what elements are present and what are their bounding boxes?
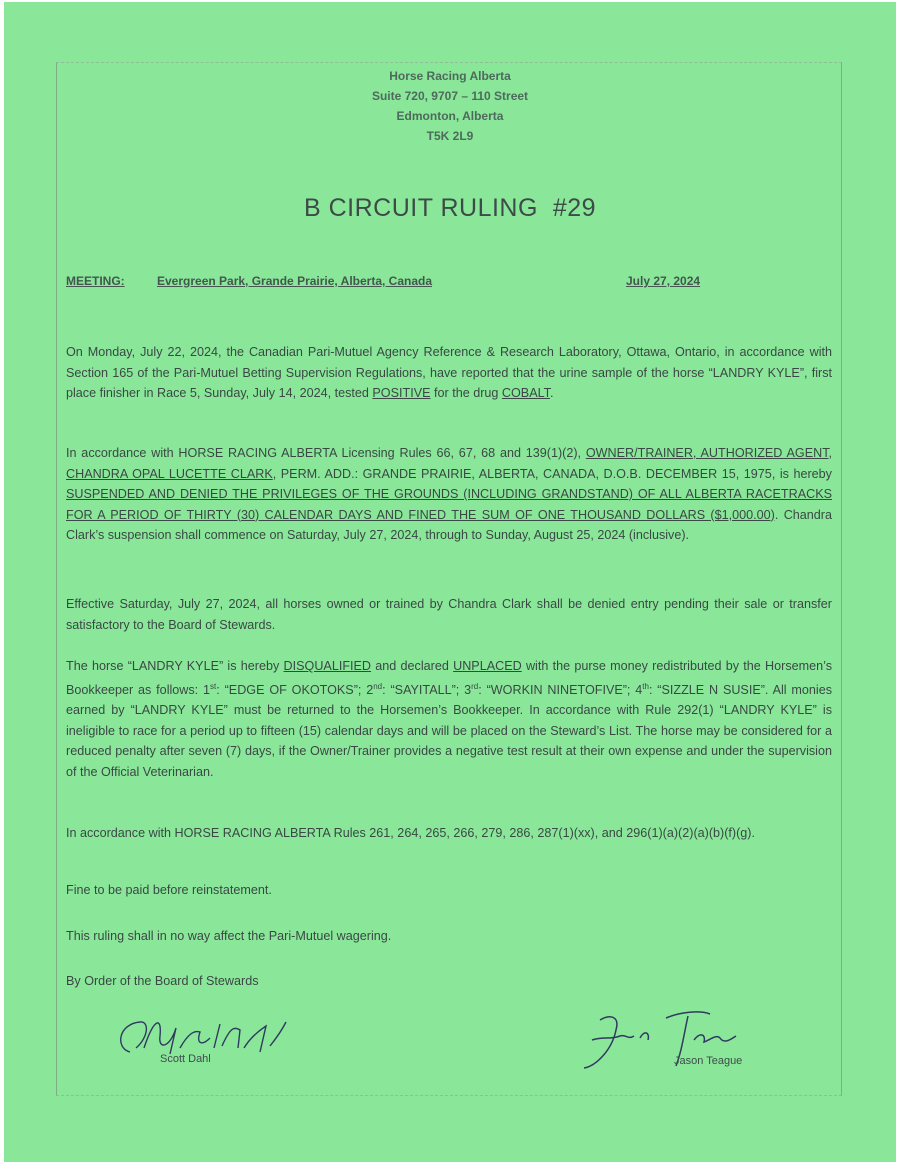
text: The horse “LANDRY KYLE” is hereby [66, 659, 284, 673]
text: for the drug [430, 386, 502, 400]
paragraph-by-order: By Order of the Board of Stewards [66, 974, 259, 988]
paragraph-lab-report [66, 342, 832, 404]
underlined-text: OWNER/TRAINER, AUTHORIZED AGENT [585, 446, 829, 460]
ordinal-suffix: rd [471, 681, 479, 691]
meeting-label: MEETING: [66, 274, 125, 288]
meeting-location: Evergreen Park, Grande Prairie, Alberta, Canada [157, 274, 433, 288]
text: . Chandra Clark’s suspension shall commence on Saturday, July 27, 2024, through to Sunday, August 25, 2024 (inclusive). [66, 507, 832, 542]
underlined-text: SUSPENDED AND DENIED THE PRIVILEGES OF THE GROUNDS (INCLUDING GRANDSTAND) OF ALL ALBERTA RACETRACKS FOR A PERIOD OF THIRTY (30) CALENDAR DAYS AND FINED THE SUM OF ONE THOUSAND DOLLARS ($1,000.00) [66, 487, 832, 522]
text: : “SAYITALL”; 3 [382, 682, 472, 697]
text: , PERM. ADD.: GRANDE PRAIRIE, ALBERTA, CANADA, D.O.B. DECEMBER 15, 1975, is hereby [272, 466, 832, 481]
address-line-org: Horse Racing Alberta [389, 69, 511, 83]
address-line-city: Edmonton, Alberta [396, 109, 504, 123]
ordinal-suffix: nd [373, 681, 383, 691]
text: and declared [371, 659, 454, 673]
paragraph-suspension [66, 443, 832, 546]
underlined-text: UNPLACED [453, 659, 522, 673]
paragraph-rules: In accordance with HORSE RACING ALBERTA Rules 261, 264, 265, 266, 279, 286, 287(1)(xx), and 296(1)(a)(2)(a)(b)(f)(g). [66, 826, 756, 840]
text: , [828, 446, 832, 460]
text: : “SIZZLE N SUSIE”. All monies earned by “LANDRY KYLE” must be returned to the Horsemen’s Bookkeeper. In accordance with Rule 292(1) “LANDRY KYLE” is ineligible to race for a period up to fifteen (15) calendar days and will be placed on the Steward’s List. The horse may be considered for a reduced penalty after seven (7) days, if the Owner/Trainer provides a negative test result at their own expense and under the supervision of the Official Veterinarian. [66, 682, 832, 779]
text: with the purse money redistributed by the Horsemen’s Bookkeeper as follows: 1 [66, 659, 832, 697]
underlined-text: COBALT [501, 386, 550, 400]
paragraph-disqualification [66, 656, 832, 782]
paragraph-horses-denied: Effective Saturday, July 27, 2024, all horses owned or trained by Chandra Clark shall be denied entry pending their sale or transfer satisfactory to the Board of Stewards. [66, 597, 832, 632]
address-line-postal: T5K 2L9 [426, 129, 474, 143]
signature-name-right: Jason Teague [674, 1055, 743, 1067]
address-line-suite: Suite 720, 9707 – 110 Street [371, 89, 529, 103]
underlined-text: CHANDRA OPAL LUCETTE CLARK [66, 466, 273, 481]
text: : “EDGE OF OKOTOKS”; 2 [216, 682, 374, 697]
meeting-date: July 27, 2024 [626, 274, 701, 288]
text: In accordance with HORSE RACING ALBERTA Licensing Rules 66, 67, 68 and 139(1)(2), [66, 446, 586, 460]
text: : “WORKIN NINETOFIVE”; 4 [478, 682, 643, 697]
text: On Monday, July 22, 2024, the Canadian Pari-Mutuel Agency Reference & Research Laboratory, Ottawa, Ontario, in accordance with Section 165 of the Pari-Mutuel Betting Supervision Regulations, have reported that the urine sample of the horse “LANDRY KYLE”, first place finisher in Race 5, Sunday, July 14, 2024, tested [66, 345, 832, 400]
text: . [549, 386, 554, 400]
paragraph-fine: Fine to be paid before reinstatement. [66, 883, 272, 897]
underlined-text: DISQUALIFIED [283, 659, 372, 673]
underlined-text: POSITIVE [372, 386, 431, 400]
signature-name-left: Scott Dahl [160, 1053, 211, 1065]
paragraph-wagering: This ruling shall in no way affect the Pari-Mutuel wagering. [66, 929, 392, 943]
ordinal-suffix: st [210, 681, 217, 691]
ruling-title: B CIRCUIT RULING #29 [303, 194, 597, 222]
letterhead-address [0, 66, 900, 146]
ordinal-suffix: th [642, 681, 649, 691]
